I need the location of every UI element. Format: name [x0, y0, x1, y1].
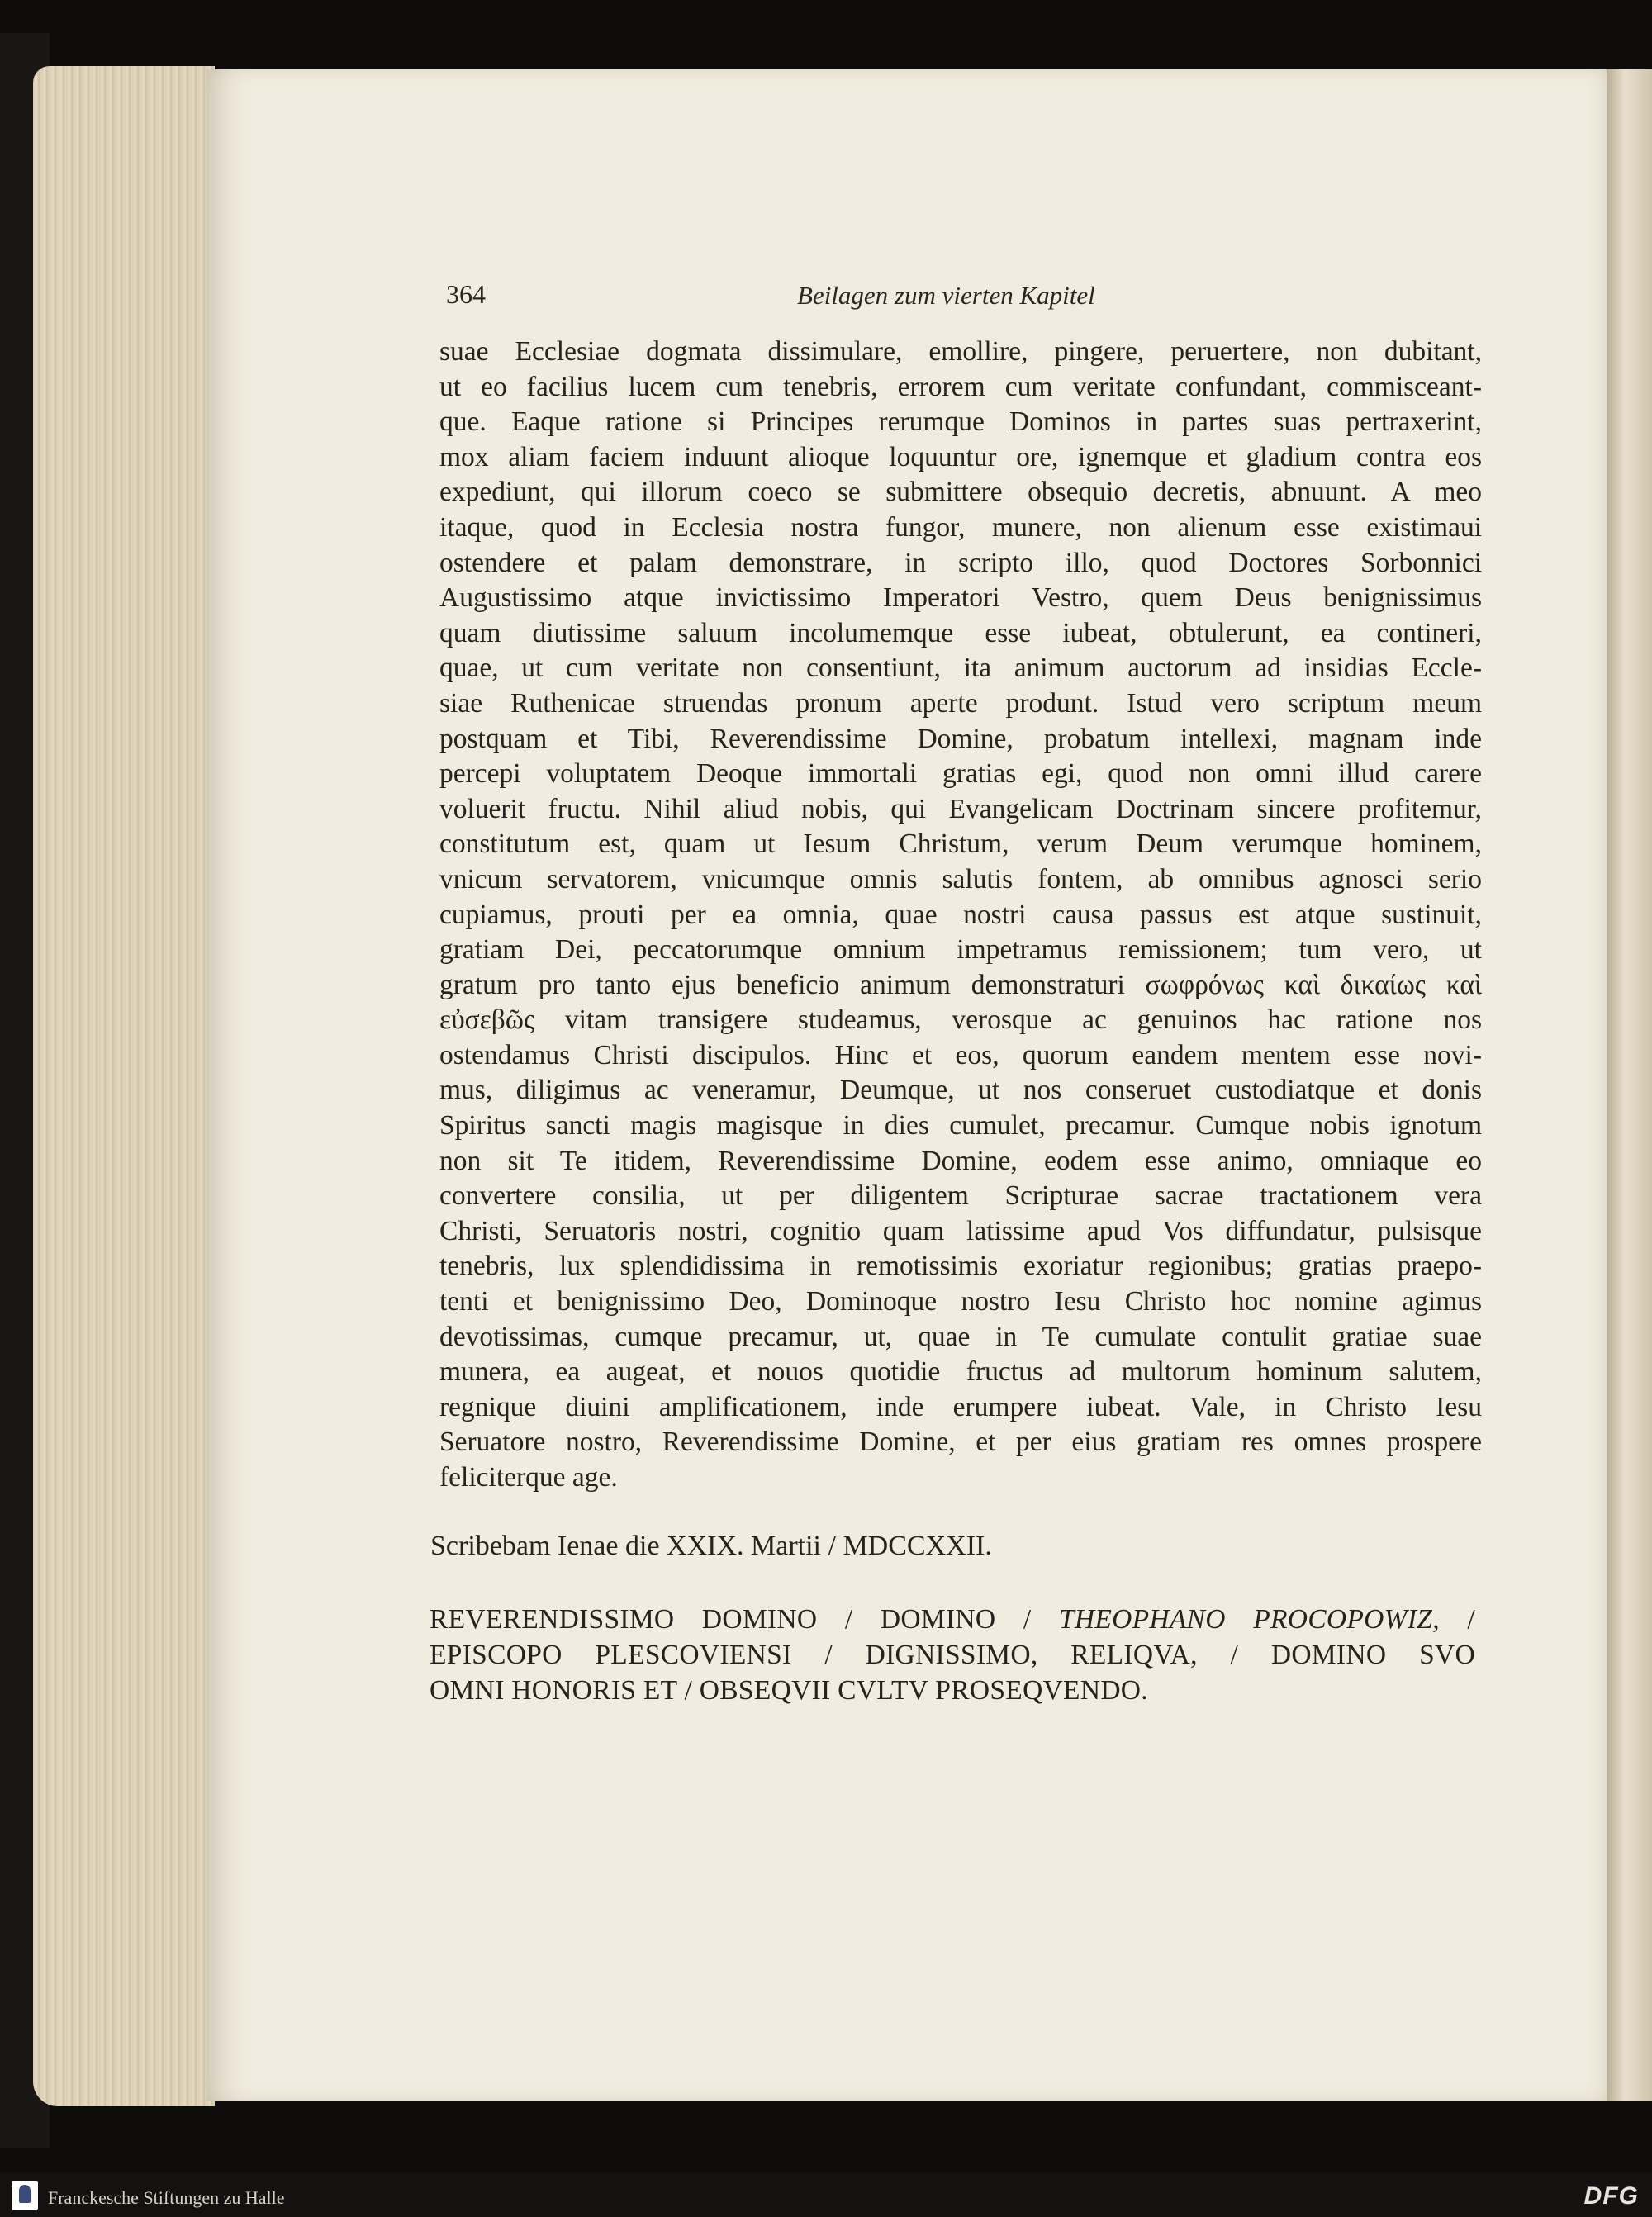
- funder-logo: DFG: [1583, 2182, 1639, 2210]
- page-header: [446, 279, 1140, 320]
- text-line: cupiamus, prouti per ea omnia, quae nostri causa passus est atque sustinuit,: [439, 899, 1482, 930]
- address-line: OMNI HONORIS ET / OBSEQVII CVLTV PROSEQVENDO.: [430, 1675, 1148, 1706]
- text-line: Christi, Seruatoris nostri, cognitio quam latissime apud Vos diffundatur, pulsisque: [439, 1215, 1482, 1246]
- address-line: EPISCOPO PLESCOVIENSI / DIGNISSIMO, RELIQVA, / DOMINO SVO: [430, 1640, 1475, 1670]
- text-line: ostendamus Christi discipulos. Hinc et eos, quorum eandem mentem esse novi-: [439, 1039, 1482, 1071]
- running-title: Beilagen zum vierten Kapitel: [797, 281, 1095, 310]
- page-number: 364: [446, 279, 486, 309]
- text-line: Spiritus sancti magis magisque in dies cumulet, precamur. Cumque nobis ignotum: [439, 1110, 1482, 1142]
- text-line: vnicum servatorem, vnicumque omnis salutis fontem, ab omnibus agnosci serio: [439, 863, 1482, 895]
- text-line: quam diutissime saluum incolumemque esse iubeat, obtulerunt, ea contineri,: [439, 617, 1482, 648]
- text-line: mus, diligimus ac veneramur, Deumque, ut nos conseruet custodiatque et donis: [439, 1075, 1482, 1106]
- text-line: ostendere et palam demonstrare, in scripto illo, quod Doctores Sorbonnici: [439, 547, 1482, 578]
- text-line: gratum pro tanto ejus beneficio animum demonstraturi σωφρόνως καὶ δικαίως καὶ: [439, 969, 1482, 1000]
- dateline: Scribebam Ienae die XXIX. Martii / MDCCXXII.: [430, 1531, 992, 1561]
- text-line: suae Ecclesiae dogmata dissimulare, emollire, pingere, peruertere, non dubitant,: [439, 336, 1482, 367]
- text-line: munera, ea augeat, et nouos quotidie fructus ad multorum hominum salutem,: [439, 1356, 1482, 1388]
- address-line-1-end: /: [1439, 1604, 1475, 1635]
- text-line: devotissimas, cumque precamur, ut, quae in Te cumulate contulit gratiae suae: [439, 1321, 1482, 1352]
- address-line-1-start: REVERENDISSIMO DOMINO / DOMINO /: [430, 1604, 1059, 1635]
- letter-body: [439, 335, 1482, 1496]
- text-line: percepi voluptatem Deoque immortali gratias egi, quod non omni illud carere: [439, 758, 1482, 790]
- text-line: siae Ruthenicae struendas pronum aperte produnt. Istud vero scriptum meum: [439, 687, 1482, 719]
- text-line: gratiam Dei, peccatorumque omnium impetramus remissionem; tum vero, ut: [439, 934, 1482, 966]
- text-line: expediunt, qui illorum coeco se submittere obsequio decretis, abnuunt. A meo: [439, 477, 1482, 508]
- institution-logo-icon: [12, 2181, 38, 2210]
- recipient-name: THEOPHANO PROCOPOWIZ,: [1058, 1604, 1440, 1635]
- text-line: convertere consilia, ut per diligentem Scripturae sacrae tractationem vera: [439, 1180, 1482, 1212]
- address-line: [430, 1602, 1475, 1637]
- text-line: regnique diuini amplificationem, inde erumpere iubeat. Vale, in Christo Iesu: [439, 1391, 1482, 1422]
- address-block: [430, 1602, 1475, 1708]
- text-line: quae, ut cum veritate non consentiunt, ita animum auctorum ad insidias Eccle-: [439, 653, 1482, 684]
- text-line: tenti et benignissimo Deo, Dominoque nostro Iesu Christo hoc nomine agimus: [439, 1286, 1482, 1317]
- text-line: voluerit fructu. Nihil aliud nobis, qui Evangelicam Doctrinam sincere profitemur,: [439, 793, 1482, 824]
- text-line: tenebris, lux splendidissima in remotissimis exoriatur regionibus; gratias praepo-: [439, 1251, 1482, 1282]
- text-line: ut eo facilius lucem cum tenebris, errorem cum veritate confundant, commisceant-: [439, 371, 1482, 402]
- page-edges: [33, 66, 215, 2106]
- institution-name: Franckesche Stiftungen zu Halle: [48, 2187, 285, 2208]
- text-line: itaque, quod in Ecclesia nostra fungor, munere, non alienum esse existimaui: [439, 511, 1482, 543]
- text-line: εὐσεβῶς vitam transigere studeamus, verosque ac genuinos hac ratione nos: [439, 1004, 1482, 1036]
- text-line: que. Eaque ratione si Principes rerumque Dominos in partes suas pertraxerint,: [439, 406, 1482, 438]
- text-line: non sit Te itidem, Reverendissime Domine, eodem esse animo, omniaque eo: [439, 1145, 1482, 1176]
- text-line: Augustissimo atque invictissimo Imperatori Vestro, quem Deus benignissimus: [439, 582, 1482, 614]
- book-gutter: [1607, 69, 1652, 2101]
- text-line: Seruatore nostro, Reverendissime Domine, et per eius gratiam res omnes prospere: [439, 1427, 1482, 1458]
- text-line: constitutum est, quam ut Iesum Christum, verum Deum verumque hominem,: [439, 828, 1482, 860]
- text-line: mox aliam faciem induunt alioque loquuntur ore, ignemque et gladium contra eos: [439, 441, 1482, 472]
- text-line: postquam et Tibi, Reverendissime Domine, probatum intellexi, magnam inde: [439, 723, 1482, 754]
- text-line: feliciterque age.: [439, 1462, 618, 1493]
